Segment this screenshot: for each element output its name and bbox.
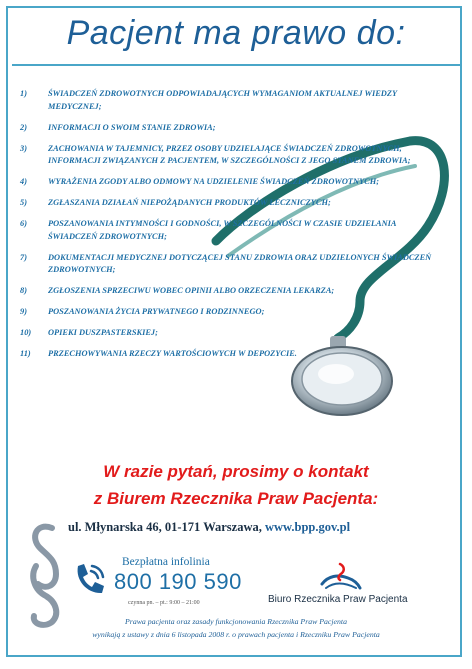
right-number: 10) xyxy=(20,328,32,337)
right-text: OPIEKI DUSZPASTERSKIEJ; xyxy=(48,328,158,337)
contact-heading-line-1: W razie pytań, prosimy o kontakt xyxy=(103,462,369,481)
right-text: ZGŁASZANIA DZIAŁAŃ NIEPOŻĄDANYCH PRODUKTÓW LECZNICZYCH; xyxy=(48,198,331,207)
right-text: DOKUMENTACJI MEDYCZNEJ DOTYCZĄCEJ STANU ZDROWIA ORAZ UDZIELONYCH ŚWIADCZEŃ ZDROWOTNYCH; xyxy=(48,252,432,274)
right-item xyxy=(20,252,440,277)
right-number: 7) xyxy=(20,252,27,262)
office-address xyxy=(68,520,350,535)
right-number: 8) xyxy=(20,286,27,295)
right-text: POSZANOWANIA ŻYCIA PRYWATNEGO I RODZINNEGO; xyxy=(48,307,265,316)
right-item xyxy=(20,348,440,361)
right-number: 6) xyxy=(20,219,27,228)
rights-list xyxy=(20,88,440,369)
contact-heading-line-2: z Biurem Rzecznika Praw Pacjenta: xyxy=(93,489,379,508)
phone-icon xyxy=(70,560,108,598)
right-text: INFORMACJI O SWOIM STANIE ZDROWIA; xyxy=(48,122,216,132)
right-text: ZACHOWANIA W TAJEMNICY, PRZEZ OSOBY UDZIELAJĄCE ŚWIADCZEŃ ZDROWOTNYCH, INFORMACJI ZWIĄZANYCH Z PACJENTEM, W SZCZEGÓLNOŚCI Z JEGO STANEM ZDROWIA; xyxy=(48,143,411,165)
right-item xyxy=(20,176,440,189)
paragraph-icon xyxy=(26,520,62,630)
address-text: ul. Młynarska 46, 01-171 Warszawa, xyxy=(68,520,262,534)
right-text: WYRAŻENIA ZGODY ALBO ODMOWY NA UDZIELENIE ŚWIADCZEŃ ZDROWOTNYCH; xyxy=(48,177,380,186)
right-text: POSZANOWANIA INTYMNOŚCI I GODNOŚCI, W SZCZEGÓLNOŚCI W CZASIE UDZIELANIA ŚWIADCZEŃ ZDROWOTNYCH; xyxy=(48,219,397,241)
hotline-hours: czynna pn. – pt.: 9:00 – 21:00 xyxy=(128,600,200,606)
right-text: ZGŁOSZENIA SPRZECIWU WOBEC OPINII ALBO ORZECZENIA LEKARZA; xyxy=(48,286,335,295)
right-number: 5) xyxy=(20,198,27,207)
page-title: Pacjent ma prawo do: xyxy=(66,14,406,52)
right-item xyxy=(20,306,440,319)
office-name: Biuro Rzecznika Praw Pacjenta xyxy=(268,594,408,605)
right-number: 2) xyxy=(20,122,27,132)
title-divider xyxy=(12,64,460,66)
right-number: 1) xyxy=(20,89,27,98)
right-item xyxy=(20,327,440,340)
right-number: 4) xyxy=(20,177,27,186)
right-number: 3) xyxy=(20,143,27,153)
right-item xyxy=(20,197,440,210)
office-logo xyxy=(318,560,362,592)
right-text: ŚWIADCZEŃ ZDROWOTNYCH ODPOWIADAJĄCYCH WYMAGANIOM AKTUALNEJ WIEDZY MEDYCZNEJ; xyxy=(48,89,397,111)
footer-line-2: wynikają z ustawy z dnia 6 listopada 2008 r. o prawach pacjenta i Rzeczniku Praw Pacjenta xyxy=(92,630,380,639)
right-text: PRZECHOWYWANIA RZECZY WARTOŚCIOWYCH W DEPOZYCIE. xyxy=(48,349,297,358)
hotline-number[interactable]: 800 190 590 xyxy=(114,569,242,594)
right-item xyxy=(20,218,440,243)
website-link[interactable]: www.bpp.gov.pl xyxy=(265,520,351,534)
right-item xyxy=(20,122,440,135)
footer-line-1: Prawa pacjenta oraz zasady funkcjonowania Rzecznika Praw Pacjenta xyxy=(125,617,347,626)
right-number: 11) xyxy=(20,349,31,358)
right-item xyxy=(20,285,440,298)
right-item xyxy=(20,88,440,113)
right-number: 9) xyxy=(20,307,27,316)
right-item xyxy=(20,143,440,168)
hotline-label: Bezpłatna infolinia xyxy=(122,556,210,568)
